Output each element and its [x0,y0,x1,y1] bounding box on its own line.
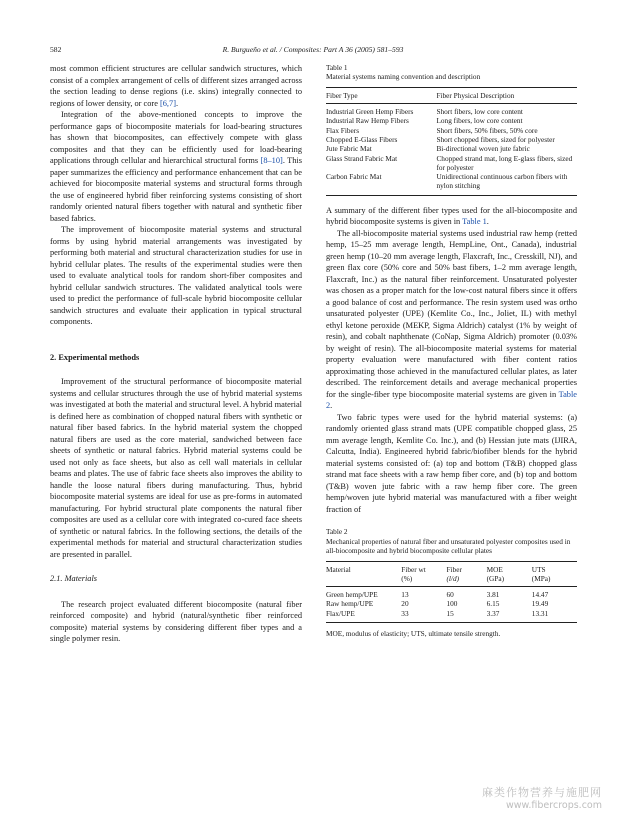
table-row [326,116,577,125]
table-cell: Bi-directional woven jute fabric [436,144,530,154]
paragraph: The improvement of biocomposite material systems and structural forms by using hybrid material arrangements was investigated by performing both material and structural characterization studies for use in hybrid cellular plates. The results of the experimental studies were then used to evaluate analytical tools for random short-fiber composites and hybrid cellular sandwich structures. The validated analytical tools were used to predict the performance of full-scale hybrid biocomposite cellular sandwich structures and evaluate their application in typical structural components. [50,225,302,326]
table-cell: 3.37 [486,608,500,618]
table-cell: 14.47 [531,590,549,600]
table-cell: 100 [446,599,458,609]
table1-caption: Material systems naming convention and description [326,72,481,82]
table-cell: Glass Strand Fabric Mat [326,153,398,163]
text: A summary of the different fiber types used for the all-biocomposite and hybrid biocomposite systems is given in [326,205,577,227]
citation-link[interactable]: [8–10] [260,156,283,165]
paragraph [326,228,577,412]
paragraph [50,63,302,109]
column-header [487,561,532,587]
table-cell: 20 [401,599,409,609]
table-row [326,599,577,608]
right-column [326,63,577,638]
table-cell: Chopped strand mat, long E-glass fibers, sized for polyester [436,153,573,172]
table-cell: Flax Fibers [326,125,360,135]
table2-footnote: MOE, modulus of elasticity; UTS, ultimate tensile strength. [326,628,501,638]
watermark [482,786,602,812]
table-header-row [326,87,577,103]
text: . [486,217,489,227]
header-label: UTS [531,564,546,574]
paragraph: Improvement of the structural performance of biocomposite material systems and cellular structures through the use of hybrid material systems was investigated at both the material and structural level. A hybrid material is defined here as combination of chopped natural fibers with synthetic or natural fiber based fabrics. In the hybrid material system the chopped natural fibers are used as the core material, sandwiched between face sheets of synthetic or natural fabrics. Hybrid material systems could be used not only as face sheets, but also as cell wall materials in cellular beams and plates. The use of fabric face sheets also improves the ability to handle the loose natural fibers during manufacturing. Thus, hybrid biocomposite material systems are ideal for use as pre-forms in automated manufacturing. For hybrid structural plate components the natural fiber composites are used as a cellular core with integrated co-cured face sheets of synthetic or natural fabrics. In the following sections, the details of the experimental methods for material and structural characterization studies are presented in parallel. [50,377,302,559]
column-header: Fiber Type [326,87,436,103]
paragraph [326,205,577,228]
column-header: Fiber Physical Description [436,87,577,103]
table2 [326,561,577,623]
table-row [326,154,577,173]
table-cell: 19.49 [531,599,549,609]
text: . [175,98,179,108]
table-cell: Carbon Fabric Mat [326,172,382,182]
table-row [326,172,577,195]
table-row [326,104,577,117]
running-head: R. Burgueño et al. / Composites: Part A 36 (2005) 581–593 [222,45,404,54]
table-cell: 6.15 [486,599,500,609]
text: . This paper summarizes the efficiency and performance enhancement that can be achieved for biocomposite material systems and structural forms through the use of engineered hybrid fiber reinforcing systems consisting of short randomly oriented natural fibers together with natural and synthetic fiber based fabrics. [50,156,302,223]
column-header [326,561,401,587]
paragraph: The research project evaluated different biocomposite (natural fiber reinforced composite) and hybrid (natural/synthetic fiber reinforced composite) material systems by considering different fiber types and a single polymer resin. [50,599,302,643]
header-label: Material [326,564,351,574]
table-cell: Unidirectional continuous carbon fibers with nylon stitching [436,172,568,191]
table-cell: Short fibers, 50% fibers, 50% core [436,125,538,135]
table2-label: Table 2 [326,527,348,537]
header-unit: (GPa) [486,573,505,583]
column-header [532,561,577,587]
table-row [326,144,577,153]
table1-label: Table 1 [326,63,348,72]
table-cell: Chopped E-Glass Fibers [326,135,398,144]
paragraph: Two fabric types were used for the hybrid material systems: (a) randomly oriented glass strand mats (UPE compatible chopped glass, 25 mm average length, Kemlite Co. Inc.), and (b) Hessian jute mats (IJIRA, Calcutta, India). Engineered hybrid fabric/biofiber blends for the hybrid material systems consisted of: (a) top and bottom (T&B) chopped glass strand mat face sheets with a raw hemp fiber core, and (b) top and bottom (T&B) woven jute fabric with a raw hemp fiber core. The green hemp/woven jute hybrid material was manufactured with a fiber weight fraction of [326,412,577,514]
table-cell: Industrial Green Hemp Fibers [326,107,414,117]
text: most common efficient structures are cellular sandwich structures, which consist of a complex arrangement of cells of different sizes arranged across the section leading to dense regions (i.e. skins) integrally connected to regions of lower density, or core [50,64,302,108]
column-header [446,561,486,587]
table-reference-link[interactable]: Table 1 [462,217,487,227]
table-cell: Jute Fabric Mat [326,144,372,154]
table-cell: 15 [446,608,454,618]
table-cell: 60 [446,590,454,600]
header-unit: (%) [401,573,413,583]
header-label: Fiber wt [401,564,426,574]
citation-link[interactable]: [6,7] [159,98,176,108]
table-cell: Raw hemp/UPE [326,599,374,609]
text: The all-biocomposite material systems used industrial raw hemp (retted hemp, 15–25 mm average length, HempLine, Ont., Canada), industrial green hemp (10–20 mm average length, Flaxcraft, Inc., Cresskill, NJ), and green flax core (50% core and 50% bast fibers, 1–2 mm average length, Flaxcraft, Inc.) as the natural fiber reinforcement. Unsaturated polyester was chosen as a proper match for the low-cost natural fibers since it offers a good balance of cost and performance. The resin system used was ortho unsaturated polyester (UPE) (Kemlite Co., Inc., Joliet, IL) with methyl ethyl ketone peroxide (MEKP, Sigma Aldrich) catalyst (1% by weight of resin), and cobalt naphthenate (CoNap, Sigma Aldrich) promoter (0.03% by weight of resin). The all-biocomposite material systems for material property evaluation were manufactured with fiber content ratios approximating those achieved in the manufactured cellular plates, as later described. The reinforcement details and average mechanical properties for the single-fiber type biocomposite material systems are given in [326,228,577,399]
table-cell: Short chopped fibers, sized for polyester [436,135,555,144]
header-unit: (MPa) [531,573,551,583]
header-label: Fiber [446,564,462,574]
column-header [401,561,446,587]
paragraph [50,109,302,224]
table2-caption: Mechanical properties of natural fiber and unsaturated polyester composites used in all-biocomposite and hybrid biocomposite cellular plates [326,536,571,556]
header-unit: (l/d) [446,573,460,583]
table-cell: Industrial Raw Hemp Fibers [326,116,409,126]
table-cell: 33 [401,608,409,618]
table-header-row [326,561,577,587]
text: . [330,401,333,411]
table-cell: 13 [401,590,409,600]
table-row [326,609,577,623]
left-column [50,63,302,645]
watermark-title: 麻类作物营养与施肥网 [482,786,602,799]
header-label: MOE [486,564,503,574]
table-row [326,135,577,144]
table-cell: Long fibers, low core content [436,116,523,126]
table-cell: 13.31 [531,608,549,618]
watermark-url: www.fibercrops.com [505,800,602,811]
table-cell: Flax/UPE [326,608,355,618]
table-reference-link[interactable]: Table 2 [326,389,577,411]
page-number: 582 [50,45,62,54]
table1 [326,87,577,196]
table-cell: Green hemp/UPE [326,590,378,600]
table-row [326,587,577,600]
text: Integration of the above-mentioned concepts to improve the performance gaps of biocomposite materials for load-bearing structures has shown that biocomposites, can effectively compete with glass composites and that they can be efficiently used for load-bearing applications through cellular and hierarchical structural forms [50,110,302,165]
table-row [326,126,577,135]
subsection-heading: 2.1. Materials [50,574,98,583]
section-heading: 2. Experimental methods [50,352,140,362]
running-header [50,44,576,56]
table-cell: 3.81 [486,590,500,600]
table-cell: Short fibers, low core content [436,107,523,117]
